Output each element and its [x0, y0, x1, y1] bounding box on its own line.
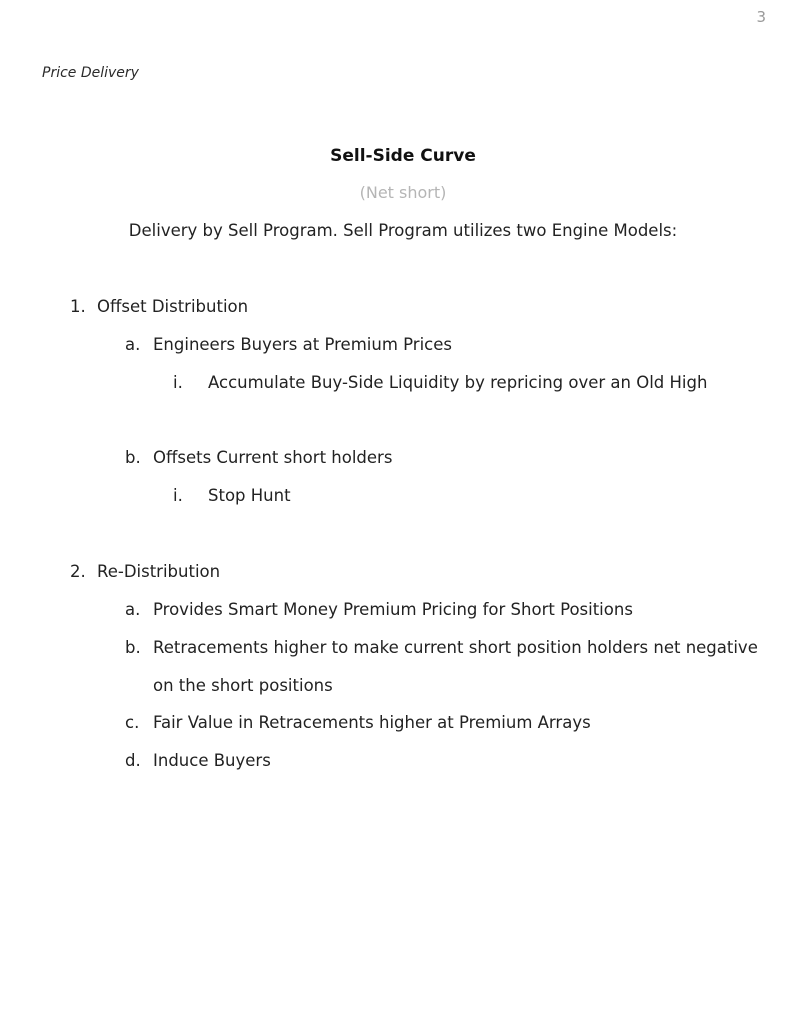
page-number: 3 — [756, 8, 766, 26]
list-item-text: Re-Distribution — [97, 562, 221, 581]
list-item-text: Offset Distribution — [97, 297, 249, 316]
list-marker: i. — [173, 373, 183, 392]
list-item-text-continued: on the short positions — [153, 676, 333, 695]
list-marker: d. — [125, 751, 141, 770]
list-item-text: Stop Hunt — [208, 486, 291, 505]
list-item-text: Retracements higher to make current short position holders net negative — [153, 638, 758, 657]
list-marker: b. — [125, 448, 141, 467]
running-header: Price Delivery — [42, 65, 139, 81]
list-marker: b. — [125, 638, 141, 657]
document-title: Sell-Side Curve — [330, 146, 476, 166]
list-item-text: Accumulate Buy-Side Liquidity by repricing over an Old High — [208, 373, 708, 392]
list-marker: 1. — [70, 297, 86, 316]
list-marker: a. — [125, 335, 141, 354]
intro-paragraph: Delivery by Sell Program. Sell Program utilizes two Engine Models: — [128, 221, 678, 240]
list-item-text: Induce Buyers — [153, 751, 271, 770]
list-marker: 2. — [70, 562, 86, 581]
list-marker: a. — [125, 600, 141, 619]
list-marker: c. — [125, 713, 140, 732]
list-item-text: Provides Smart Money Premium Pricing for Short Positions — [153, 600, 633, 619]
list-item-text: Fair Value in Retracements higher at Premium Arrays — [153, 713, 591, 732]
document-subtitle: (Net short) — [359, 183, 447, 202]
list-item-text: Engineers Buyers at Premium Prices — [153, 335, 452, 354]
list-marker: i. — [173, 486, 183, 505]
list-item-text: Offsets Current short holders — [153, 448, 393, 467]
